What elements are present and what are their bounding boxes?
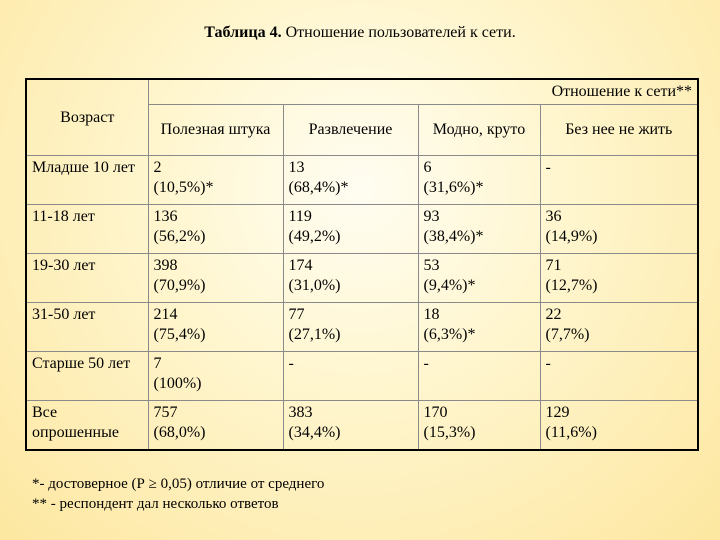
age-header: Возраст: [26, 79, 148, 156]
count-value: 398: [153, 257, 178, 274]
value-cell: [540, 254, 698, 303]
count-value: 36: [545, 208, 562, 225]
count-value: 2: [153, 159, 162, 176]
footnotes: [32, 474, 324, 514]
age-cell: 31-50 лет: [26, 303, 148, 352]
title-prefix: Таблица 4.: [204, 24, 282, 41]
page-title: [0, 24, 720, 42]
percent-value: (14,9%): [545, 228, 598, 245]
percent-value: (9,4%)*: [423, 277, 476, 294]
count-value: 22: [545, 306, 562, 323]
count-value: 136: [153, 208, 178, 225]
value-cell: [418, 303, 540, 352]
value-cell: [418, 205, 540, 254]
value-cell: [283, 156, 418, 205]
percent-value: (10,5%)*: [153, 179, 214, 196]
value-cell: [148, 254, 283, 303]
count-value: 174: [288, 257, 313, 274]
count-value: -: [423, 355, 429, 372]
percent-value: (68,0%): [153, 424, 206, 441]
percent-value: (12,7%): [545, 277, 598, 294]
table-row: [26, 352, 698, 401]
column-header: Развлечение: [283, 105, 418, 156]
percent-value: (38,4%)*: [423, 228, 484, 245]
count-value: -: [288, 355, 294, 372]
table-row: [26, 401, 698, 451]
value-cell: [540, 401, 698, 451]
age-cell: Старше 50 лет: [26, 352, 148, 401]
value-cell: [283, 352, 418, 401]
age-cell: 19-30 лет: [26, 254, 148, 303]
column-header: Модно, круто: [418, 105, 540, 156]
column-header: Без нее не жить: [540, 105, 698, 156]
table-row: [26, 254, 698, 303]
column-header: Полезная штука: [148, 105, 283, 156]
count-value: 53: [423, 257, 440, 274]
count-value: 6: [423, 159, 432, 176]
value-cell: [283, 205, 418, 254]
value-cell: [283, 401, 418, 451]
percent-value: (27,1%): [288, 326, 341, 343]
count-value: 93: [423, 208, 440, 225]
value-cell: [283, 254, 418, 303]
percent-value: (11,6%): [545, 424, 597, 441]
data-table: [25, 78, 699, 451]
group-header: Отношение к сети**: [148, 79, 698, 105]
percent-value: (75,4%): [153, 326, 206, 343]
count-value: 383: [288, 404, 313, 421]
percent-value: (6,3%)*: [423, 326, 476, 343]
count-value: 757: [153, 404, 178, 421]
age-cell: 11-18 лет: [26, 205, 148, 254]
count-value: 214: [153, 306, 178, 323]
count-value: 119: [288, 208, 312, 225]
table-row: [26, 156, 698, 205]
count-value: 13: [288, 159, 305, 176]
count-value: 129: [545, 404, 570, 421]
title-text: Отношение пользователей к сети.: [281, 24, 516, 41]
age-cell: Все опрошенные: [26, 401, 148, 451]
count-value: 71: [545, 257, 562, 274]
percent-value: (31,6%)*: [423, 179, 484, 196]
count-value: 170: [423, 404, 448, 421]
value-cell: [418, 156, 540, 205]
percent-value: (56,2%): [153, 228, 206, 245]
count-value: 77: [288, 306, 305, 323]
value-cell: [148, 401, 283, 451]
value-cell: [148, 156, 283, 205]
header-group-row: [26, 79, 698, 105]
percent-value: (68,4%)*: [288, 179, 349, 196]
value-cell: [418, 352, 540, 401]
table-row: [26, 303, 698, 352]
value-cell: [540, 352, 698, 401]
percent-value: (34,4%): [288, 424, 341, 441]
value-cell: [418, 401, 540, 451]
table-row: [26, 205, 698, 254]
percent-value: (15,3%): [423, 424, 476, 441]
value-cell: [283, 303, 418, 352]
count-value: -: [545, 159, 551, 176]
value-cell: [540, 205, 698, 254]
footnote: ** - респондент дал несколько ответов: [32, 496, 279, 512]
value-cell: [540, 303, 698, 352]
count-value: 7: [153, 355, 162, 372]
percent-value: (49,2%): [288, 228, 341, 245]
value-cell: [540, 156, 698, 205]
age-cell: Младше 10 лет: [26, 156, 148, 205]
percent-value: (31,0%): [288, 277, 341, 294]
count-value: 18: [423, 306, 440, 323]
value-cell: [148, 205, 283, 254]
percent-value: (100%): [153, 375, 202, 392]
value-cell: [148, 303, 283, 352]
footnote: *- достоверное (Р ≥ 0,05) отличие от среднего: [32, 476, 325, 492]
value-cell: [148, 352, 283, 401]
percent-value: (7,7%): [545, 326, 590, 343]
count-value: -: [545, 355, 551, 372]
value-cell: [418, 254, 540, 303]
percent-value: (70,9%): [153, 277, 206, 294]
